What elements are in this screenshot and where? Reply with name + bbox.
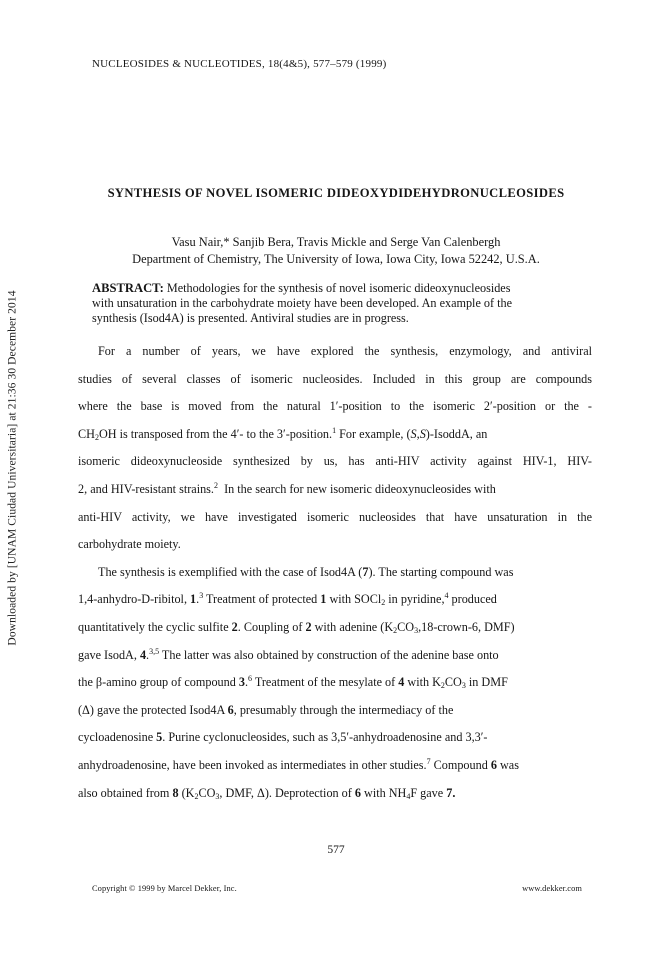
- p2-line-7: cycloadenosine 5. Purine cyclonucleosides, such as 3,5′-anhydroadenosine and 3,3′-: [78, 730, 488, 745]
- p2-line-4: gave IsodA, 4.$^{3,5}$ The latter was also obtained by construction of the adenine base onto: [78, 646, 499, 662]
- p1-line-6: 2, and HIV-resistant strains.$^2$ In the search for new isomeric dideoxynucleosides with: [78, 480, 496, 496]
- p2-line-9: also obtained from 8 ($K_2CO_3$, DMF, Δ). Deprotection of 6 with $NH_4F$ gave 7.: [78, 785, 456, 801]
- download-notice-text: Downloaded by [UNAM Ciudad Universitaria] at 21:36 30 December 2014: [7, 289, 20, 646]
- p1-line-3: where the base is moved from the natural 1′-position to the isomeric 2′-position or the -: [78, 399, 592, 414]
- p2-line-3: quantitatively the cyclic sulfite 2. Coupling of 2 with adenine ($K_2CO_3,18-crown-6$, DMF): [78, 619, 515, 635]
- body-text: [78, 338, 592, 807]
- p2-line-5: the β-amino group of compound 3.$^6$ Treatment of the mesylate of 4 with $K_2CO_3$ in DMF: [78, 674, 508, 691]
- p2-line-8: anhydroadenosine, have been invoked as intermediates in other studies.$^7$ Compound 6 was: [78, 756, 519, 772]
- page-number: 577: [327, 844, 345, 856]
- p1-line-2: studies of several classes of isomeric nucleosides. Included in this group are compounds: [78, 371, 592, 386]
- p2-line-6: (Δ) gave the protected Isod4A 6, presumably through the intermediacy of the: [78, 702, 454, 717]
- p2-line-1: The synthesis is exemplified with the case of Isod4A (7). The starting compound was: [98, 564, 514, 579]
- abstract-line-3: synthesis (Isod4A) is presented. Antiviral studies are in progress.: [92, 311, 409, 325]
- p1-line-4: $CH_2OH$ is transposed from the 4′- to the 3′-position.$^1$ For example, (S,S)-IsoddA, an: [78, 425, 488, 442]
- article-title: SYNTHESIS OF NOVEL ISOMERIC DIDEOXYDIDEHYDRONUCLEOSIDES: [107, 186, 565, 200]
- p1-line-5: isomeric dideoxynucleoside synthesized by us, has anti-HIV activity against HIV-1, HIV-: [78, 454, 592, 469]
- reference-1: 1: [332, 425, 337, 435]
- p1-line-8: carbohydrate moiety.: [78, 537, 181, 552]
- download-notice: [2, 275, 24, 660]
- copyright-notice: Copyright © 1999 by Marcel Dekker, Inc.: [92, 884, 237, 893]
- abstract: [92, 281, 592, 326]
- reference-2: 2: [213, 480, 218, 490]
- abstract-line-1: ABSTRACT: Methodologies for the synthesis of novel isomeric dideoxynucleosides: [92, 281, 511, 295]
- p1-line-7: anti-HIV activity, we have investigated isomeric nucleosides that have unsaturation in the: [78, 509, 592, 524]
- author-block: [0, 234, 672, 268]
- p2-line-2: 1,4-anhydro-D-ribitol, 1.$^3$ Treatment of protected 1 with SOCl$_2$ in pyridine,$^4$ produced: [78, 591, 497, 608]
- affiliation: Department of Chemistry, The University of Iowa, Iowa City, Iowa 52242, U.S.A.: [132, 252, 540, 266]
- abstract-label: ABSTRACT:: [92, 281, 164, 295]
- journal-header: NUCLEOSIDES & NUCLEOTIDES, 18(4&5), 577–579 (1999): [92, 58, 387, 70]
- author-names: Vasu Nair,* Sanjib Bera, Travis Mickle and Serge Van Calenbergh: [171, 235, 501, 249]
- publisher-website[interactable]: www.dekker.com: [522, 884, 582, 893]
- abstract-line-2: with unsaturation in the carbohydrate moiety have been developed. An example of the: [92, 296, 512, 310]
- p1-line-1: For a number of years, we have explored the synthesis, enzymology, and antiviral: [98, 344, 592, 358]
